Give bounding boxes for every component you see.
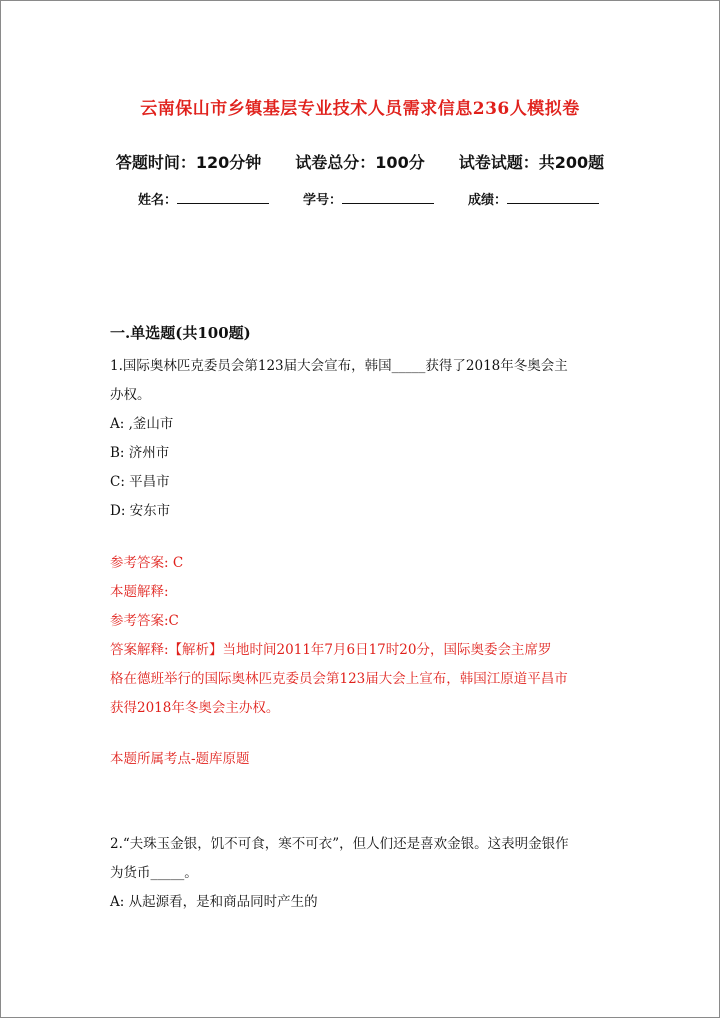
question-1-explain-label: 本题解释: (110, 584, 169, 600)
question-1-option-a: A: ,釜山市 (110, 416, 174, 432)
question-1 (110, 352, 610, 526)
exam-question-count: 试卷试题：共200题 (458, 153, 605, 172)
question-2-stem-line-1: 2.“夫珠玉金银，饥不可食，寒不可衣”，但人们还是喜欢金银。这表明金银作 (110, 836, 569, 852)
grade-field (468, 189, 599, 208)
section-title: 一.单选题(共100题) (110, 324, 251, 342)
question-1-option-c: C: 平昌市 (110, 474, 170, 490)
grade-blank (507, 191, 599, 204)
grade-label: 成绩： (468, 193, 508, 208)
question-1-analysis-line-2: 格在德班举行的国际奥林匹克委员会第123届大会上宣布，韩国江原道平昌市 (110, 671, 568, 687)
name-label: 姓名： (138, 193, 178, 208)
question-1-stem-line-1: 1.国际奥林匹克委员会第123届大会宣布，韩国_____获得了2018年冬奥会主 (110, 358, 568, 374)
question-1-stem-line-2: 办权。 (110, 387, 151, 403)
question-1-source (110, 745, 610, 774)
question-1-source-text: 本题所属考点-题库原题 (110, 751, 250, 767)
student-info-line (138, 189, 633, 208)
id-blank (342, 191, 434, 204)
question-1-answer: 参考答案: C (110, 555, 184, 571)
exam-title: 云南保山市乡镇基层专业技术人员需求信息236人模拟卷 (140, 99, 580, 119)
question-1-option-b: B: 济州市 (110, 445, 170, 461)
exam-time: 答题时间：120分钟 (115, 153, 262, 172)
question-1-analysis-line-3: 获得2018年冬奥会主办权。 (110, 700, 280, 716)
question-2 (110, 830, 610, 917)
id-field (303, 189, 434, 208)
exam-total-score: 试卷总分：100分 (295, 153, 425, 172)
exam-meta (0, 150, 720, 173)
question-1-analysis-line-1: 答案解释:【解析】当地时间2011年7月6日17时20分，国际奥委会主席罗 (110, 642, 552, 658)
name-field (138, 189, 269, 208)
id-label: 学号： (303, 193, 343, 208)
name-blank (177, 191, 269, 204)
question-2-stem-line-2: 为货币_____。 (110, 865, 198, 881)
question-1-option-d: D: 安东市 (110, 503, 171, 519)
question-1-answer-repeat: 参考答案:C (110, 613, 179, 629)
question-2-option-a: A: 从起源看，是和商品同时产生的 (110, 894, 318, 910)
question-1-answer-block (110, 549, 610, 723)
